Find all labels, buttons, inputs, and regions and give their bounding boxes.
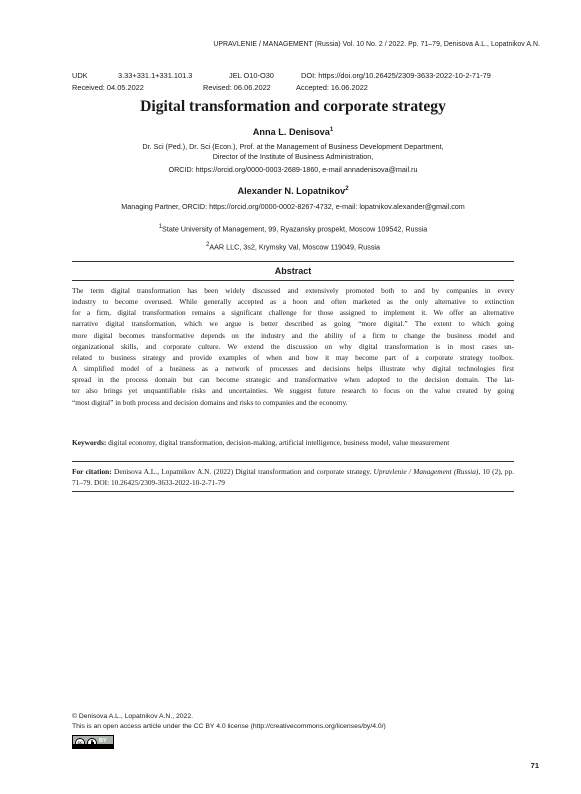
received-date: Received: 04.05.2022 — [72, 82, 144, 92]
author-1-orcid-email[interactable]: ORCID: https://orcid.org/0000-0003-2689-1860, e-mail annadenisova@mail.ru — [168, 164, 418, 174]
badge-strip — [73, 744, 113, 748]
affiliation-2: $^2$AAR LLC, 3s2, Krymsky Val, Moscow 119049, Russia — [205, 242, 381, 252]
author-name-1: Anna L. Denisova$^1$ — [252, 127, 334, 138]
udk-value: 3.33+331.1+331.101.3 — [118, 71, 193, 80]
article-metadata — [72, 70, 542, 93]
author-1-degree: Dr. Sci (Ped.), Dr. Sci (Econ.), Prof. at the Management of Business Development Department, — [142, 142, 444, 151]
author-name-2: Alexander N. Lopatnikov$^2$ — [237, 186, 349, 197]
page-number: 71 — [530, 761, 539, 770]
divider — [72, 461, 514, 462]
jel-codes: JEL O10-O30 — [229, 71, 274, 80]
divider — [72, 491, 514, 492]
abstract-line: organizational skills, and corporate culture. We extend the discussion on why digital transformation is in most cases un- — [72, 341, 514, 351]
article-title: Digital transformation and corporate strategy — [140, 98, 446, 115]
abstract-heading: Abstract — [274, 265, 312, 276]
copyright-line: © Denisova A.L., Lopatnikov A.N., 2022. — [72, 713, 194, 720]
abstract-line: more digital becomes transformative depends on the industry and the ability of a firm to change the business model and — [72, 330, 514, 340]
abstract-line: for a firm, digital transformation remains a significant challenge for those assigned to implement it. We offer an alternative — [72, 308, 514, 318]
abstract-line: “most digital” in both process and decision domains and risks to companies and the economy. — [72, 397, 348, 407]
abstract-line: ter also brings yet unquantifiable risks and uncertainties. We suggest future research to focus on the value created by going — [72, 386, 514, 396]
keywords-text: digital economy, digital transformation, decision-making, artificial intelligence, business model, value measurement — [108, 438, 450, 447]
accepted-date: Accepted: 16.06.2022 — [296, 82, 368, 92]
abstract-line: industry to become overused. While generally accepted as a boon and often marketed as the only alternative to extinction — [72, 297, 514, 307]
author-1-position: Director of the Institute of Business Administration, — [212, 152, 374, 162]
udk-label: UDK — [72, 71, 88, 80]
copyright-notice — [72, 712, 386, 732]
revised-date: Revised: 06.06.2022 — [203, 82, 271, 92]
author-2-details[interactable]: Managing Partner, ORCID: https://orcid.org/0000-0002-8267-4732, e-mail: lopatnikov.alexander@gmail.com — [121, 202, 465, 211]
abstract-line: A simplified model of a business as a network of processes and decisions helps illustrate why digital technologies first — [72, 364, 514, 374]
citation-label: For citation: — [72, 467, 112, 476]
author-1-details — [72, 142, 514, 175]
citation: For citation: Denisova A.L., Lopatnikov A.N. (2022) Digital transformation and corporate strategy. Upravlenie / Management (Russia), 10 (2), pp. 71–79. DOI: 10.26425/2309-3633-2022-10-2-71-79 — [72, 467, 515, 488]
keywords-label: Keywords: — [72, 438, 107, 447]
cc-by-license-badge[interactable] — [72, 735, 114, 749]
abstract-line: spread in the process domain but can become strategic and transformative when adopted to the decision domain. The lat- — [72, 375, 514, 385]
abstract-heading-bar — [72, 261, 514, 281]
journal-name: Upravlenie / Management (Russia) — [373, 467, 479, 476]
abstract-line: The term digital transformation has been widely discussed and extensively promoted both to and by companies in every — [72, 286, 514, 295]
creative-commons-icon: cc — [75, 738, 85, 748]
license-line[interactable]: This is an open access article under the CC BY 4.0 license (http://creativecommons.org/licenses/by/4.0/) — [72, 723, 386, 730]
abstract-line: narrative digital transformation, which we argue is better described as going “more digital.” The extent to which going — [72, 319, 514, 329]
affiliation-1: $^1$State University of Management, 99, Ryazansky prospekt, Moscow 109542, Russia — [158, 224, 428, 234]
keywords — [72, 437, 514, 448]
by-label: BY — [99, 737, 107, 744]
doi-link[interactable]: DOI: https://doi.org/10.26425/2309-3633-2022-10-2-71-79 — [301, 71, 491, 80]
abstract-line: related to business strategy and provide examples of when and how it may become part of a corporate strategy toolbox. — [72, 352, 514, 362]
abstract-body — [72, 285, 514, 408]
running-head: UPRAVLENIE / MANAGEMENT (Russia) Vol. 10 No. 2 / 2022. Pp. 71–79, Denisova A.L., Lopatnikov A.N. — [213, 41, 540, 48]
